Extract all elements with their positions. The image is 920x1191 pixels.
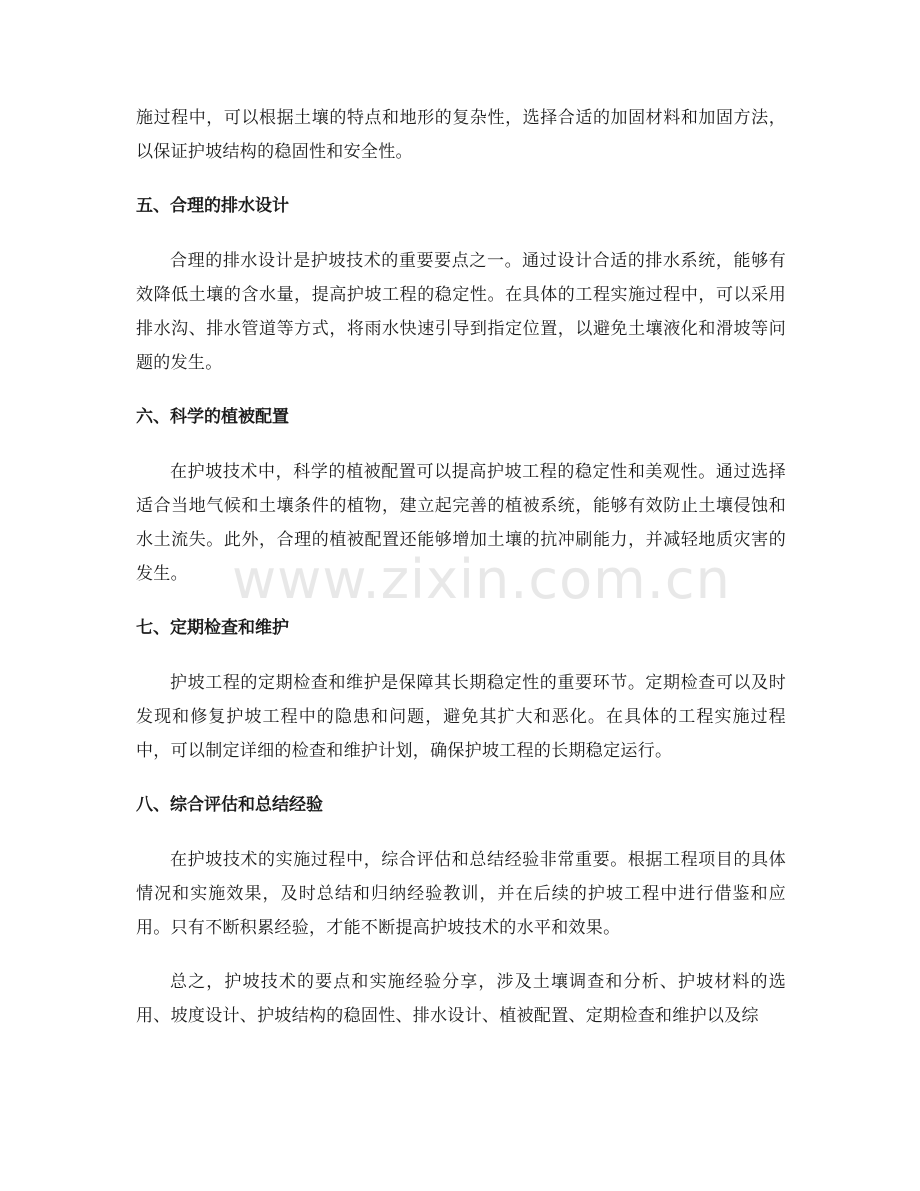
section-body-vegetation: 在护坡技术中，科学的植被配置可以提高护坡工程的稳定性和美观性。通过选择适合当地气候和土壤条件的植物，建立起完善的植被系统，能够有效防止土壤侵蚀和水土流失。此外，合理的植被配置还能够增加土壤的抗冲刷能力，并减轻地质灾害的发生。	[136, 462, 786, 584]
section-heading-evaluation: 八、综合评估和总结经验	[136, 795, 323, 815]
conclusion-paragraph: 总之，护坡技术的要点和实施经验分享，涉及土壤调查和分析、护坡材料的选用、坡度设计、护坡结构的稳固性、排水设计、植被配置、定期检查和维护以及综	[136, 972, 786, 1026]
section-body-evaluation: 在护坡技术的实施过程中，综合评估和总结经验非常重要。根据工程项目的具体情况和实施效果，及时总结和归纳经验教训，并在后续的护坡工程中进行借鉴和应用。只有不断积累经验，才能不断提高护坡技术的水平和效果。	[136, 850, 786, 938]
site-watermark: www.zixin.com.cn	[232, 548, 731, 611]
section-body-drainage: 合理的排水设计是护坡技术的重要要点之一。通过设计合适的排水系统，能够有效降低土壤的含水量，提高护坡工程的稳定性。在具体的工程实施过程中，可以采用排水沟、排水管道等方式，将雨水快速引导到指定位置，以避免土壤液化和滑坡等问题的发生。	[136, 251, 786, 373]
intro-continuation-paragraph: 施过程中，可以根据土壤的特点和地形的复杂性，选择合适的加固材料和加固方法，以保证护坡结构的稳固性和安全性。	[136, 108, 786, 162]
section-body-inspection: 护坡工程的定期检查和维护是保障其长期稳定性的重要环节。定期检查可以及时发现和修复护坡工程中的隐患和问题，避免其扩大和恶化。在具体的工程实施过程中，可以制定详细的检查和维护计划，确保护坡工程的长期稳定运行。	[136, 673, 786, 761]
section-heading-vegetation: 六、科学的植被配置	[136, 407, 289, 427]
section-heading-inspection: 七、定期检查和维护	[136, 618, 289, 638]
section-heading-drainage: 五、合理的排水设计	[136, 196, 289, 216]
